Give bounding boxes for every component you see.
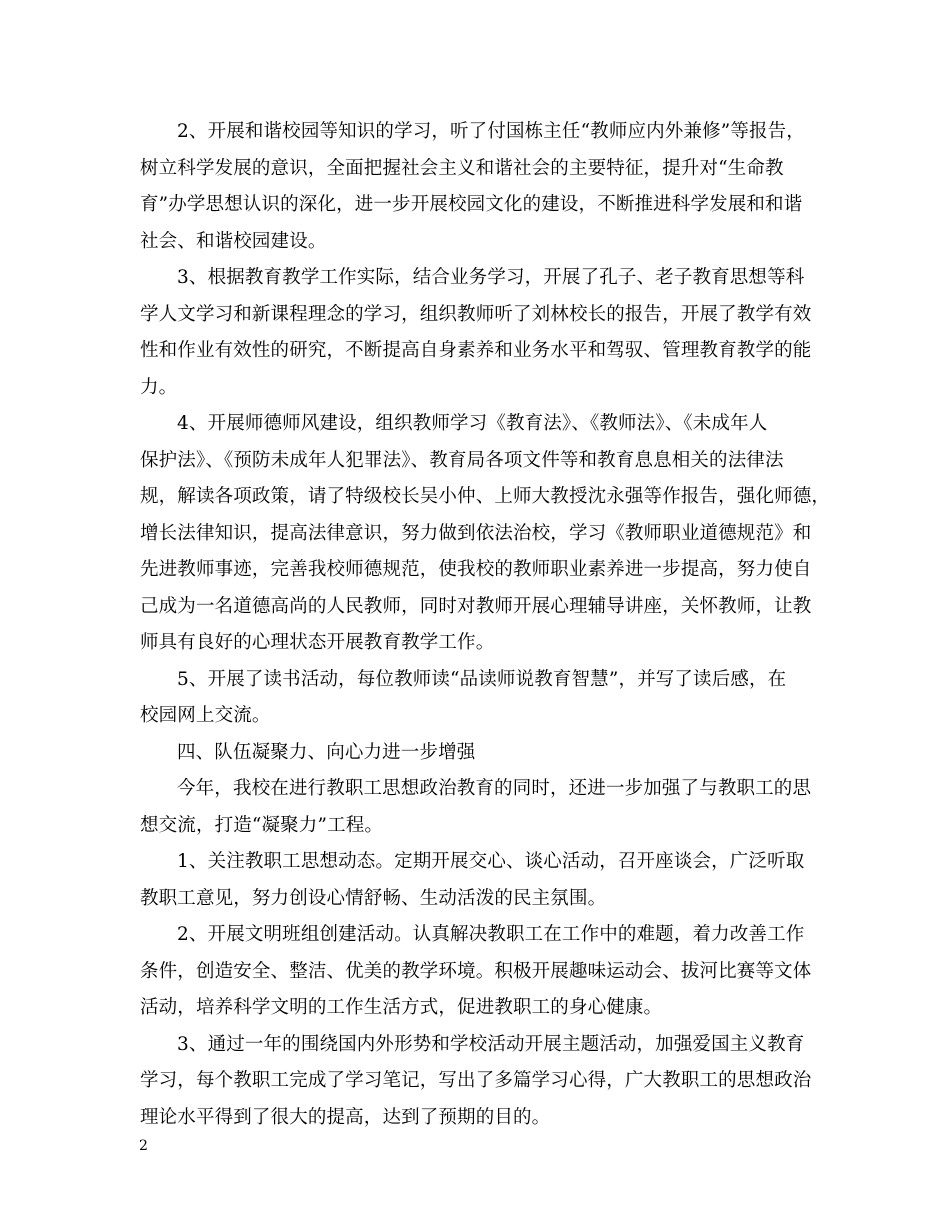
text-line: 5、开展了读书活动，每位教师读“品读师说教育智慧”，并写了读后感，在 xyxy=(177,668,787,690)
text-line: 3、根据教育教学工作实际，结合业务学习，开展了孔子、老子教育思想等科 xyxy=(177,267,805,288)
text-line: 力。 xyxy=(140,376,178,398)
text-line: 4、开展师德师风建设，组织教师学习《教育法》、《教师法》、《未成年人 xyxy=(177,413,768,434)
text-line: 树立科学发展的意识，全面把握社会主义和谐社会的主要特征，提升对“生命教 xyxy=(140,157,784,179)
text-line: 2、开展文明班组创建活动。认真解决教职工在工作中的难题，着力改善工作 xyxy=(177,924,805,945)
text-line: 理论水平得到了很大的提高，达到了预期的目的。 xyxy=(140,1106,551,1128)
page-number: 2 xyxy=(139,1138,148,1154)
text-line: 社会、和谐校园建设。 xyxy=(140,230,327,252)
text-line: 1、关注教职工思想动态。定期开展交心、谈心活动，召开座谈会，广泛听取 xyxy=(177,851,805,872)
text-line: 今年，我校在进行教职工思想政治教育的同时，还进一步加强了与教职工的思 xyxy=(177,778,812,799)
text-line: 3、通过一年的围绕国内外形势和学校活动开展主题活动，加强爱国主义教育 xyxy=(177,1033,805,1055)
text-line: 师具有良好的心理状态开展教育教学工作。 xyxy=(140,632,495,653)
text-line: 增长法律知识，提高法律意识，努力做到依法治校，学习《教师职业道德规范》和 xyxy=(140,522,812,544)
text-line: 2、开展和谐校园等知识的学习，听了付国栋主任“教师应内外兼修”等报告， xyxy=(177,121,805,142)
text-line: 学习，每个教职工完成了学习笔记，写出了多篇学习心得，广大教职工的思想政治 xyxy=(140,1070,812,1091)
text-line: 规，解读各项政策，请了特级校长吴小仲、上师大教授沈永强等作报告，强化师德， xyxy=(140,486,831,507)
text-line: 育”办学思想认识的深化，进一步开展校园文化的建设，不断推进科学发展和和谐 xyxy=(140,194,803,215)
text-line: 条件，创造安全、整洁、优美的教学环境。积极开展趣味运动会、拔河比赛等文体 xyxy=(140,960,812,982)
text-line: 学人文学习和新课程理念的学习，组织教师听了刘林校长的报告，开展了教学有效 xyxy=(140,303,812,325)
text-line: 先进教师事迹，完善我校师德规范，使我校的教师职业素养进一步提高，努力使自 xyxy=(140,559,812,580)
text-line: 己成为一名道德高尚的人民教师，同时对教师开展心理辅导讲座，关怀教师，让教 xyxy=(140,595,812,617)
text-line: 想交流，打造“凝聚力”工程。 xyxy=(140,814,384,836)
text-line: 校园网上交流。 xyxy=(140,705,271,726)
text-line: 活动，培养科学文明的工作生活方式，促进教职工的身心健康。 xyxy=(140,997,663,1018)
text-line: 教职工意见，努力创设心情舒畅、生动活泼的民主氛围。 xyxy=(140,887,607,909)
text-line: 性和作业有效性的研究，不断提高自身素养和业务水平和驾驭、管理教育教学的能 xyxy=(140,340,812,361)
section-heading: 四、队伍凝聚力、向心力进一步增强 xyxy=(177,741,476,763)
text-line: 保护法》、《预防未成年人犯罪法》、教育局各项文件等和教育息息相关的法律法 xyxy=(140,449,784,471)
body-text xyxy=(140,114,831,1136)
